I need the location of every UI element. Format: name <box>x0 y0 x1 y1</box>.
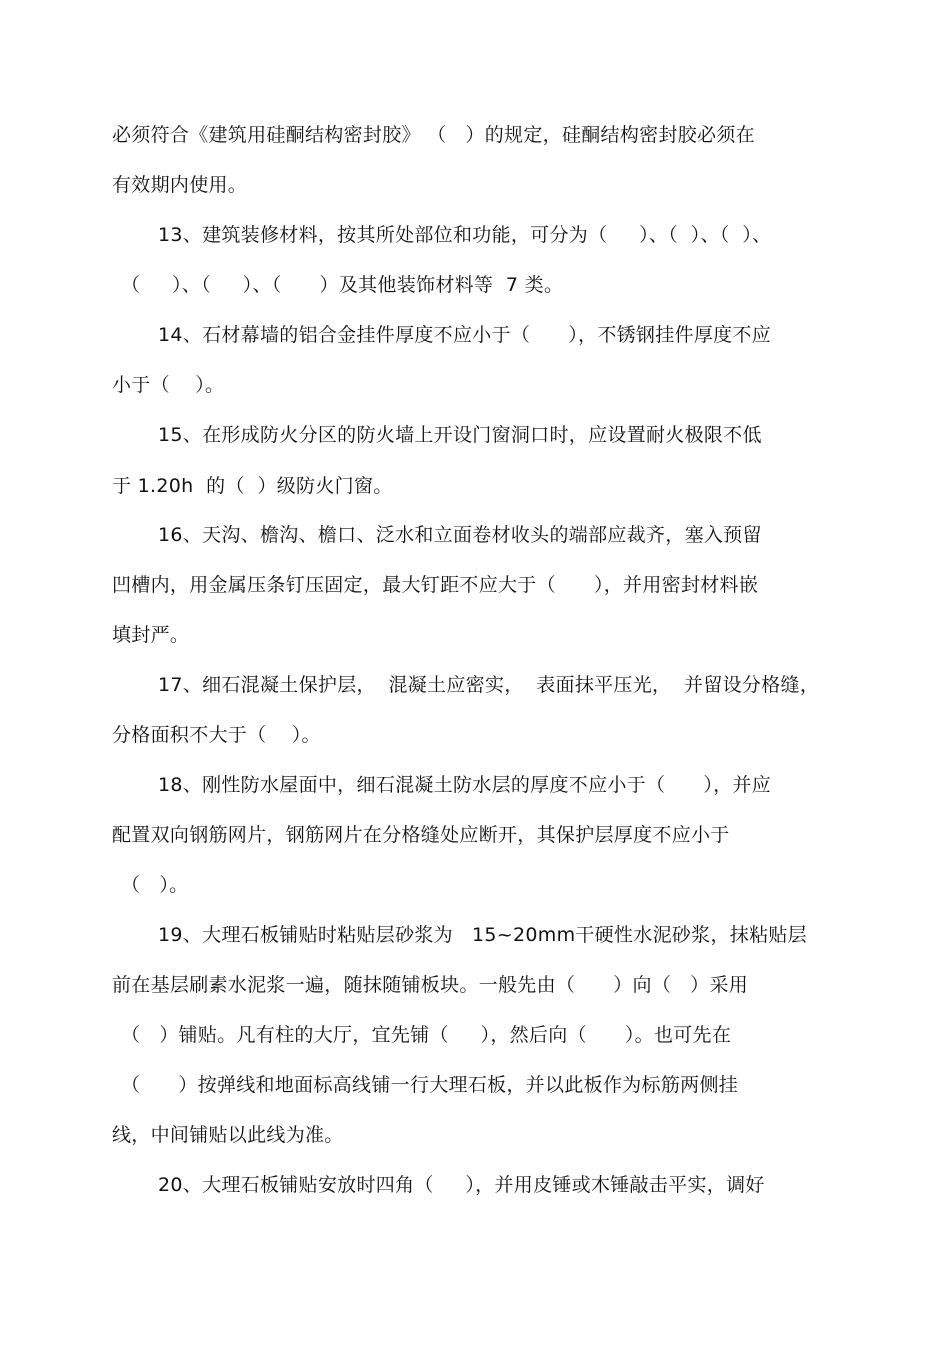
text-line: 13、建筑装修材料，按其所处部位和功能，可分为（ ）、（ ）、（ ）、 <box>158 224 772 246</box>
text-line: 16、天沟、檐沟、檐口、泛水和立面卷材收头的端部应裁齐，塞入预留 <box>158 524 762 546</box>
text-line: （ ）、（ ）、（ ）及其他装饰材料等 7 类。 <box>121 274 564 296</box>
text-line: 15、在形成防火分区的防火墙上开设门窗洞口时，应设置耐火极限不低 <box>158 424 762 446</box>
text-line: 分格面积不大于（ ）。 <box>112 724 321 746</box>
text-line: 前在基层刷素水泥浆一遍，随抹随铺板块。一般先由（ ）向（ ）采用 <box>112 974 749 996</box>
text-line: 17、细石混凝土保护层， 混凝土应密实， 表面抹平压光， 并留设分格缝， <box>158 674 820 696</box>
text-line: 19、大理石板铺贴时粘贴层砂浆为 15~20mm干硬性水泥砂浆，抹粘贴层 <box>158 924 807 946</box>
text-line: 20、大理石板铺贴安放时四角（ ），并用皮锤或木锤敲击平实，调好 <box>158 1174 765 1196</box>
text-line: 线，中间铺贴以此线为准。 <box>112 1124 344 1146</box>
text-line: 配置双向钢筋网片，钢筋网片在分格缝处应断开，其保护层厚度不应小于 <box>112 824 730 846</box>
text-line: 18、刚性防水屋面中，细石混凝土防水层的厚度不应小于（ ），并应 <box>158 774 772 796</box>
text-line: （ ）。 <box>121 874 189 896</box>
text-line: 小于（ ）。 <box>112 374 225 396</box>
text-line: 填封严。 <box>112 624 190 646</box>
text-line: 有效期内使用。 <box>112 174 248 196</box>
text-line: 凹槽内，用金属压条钉压固定，最大钉距不应大于（ ），并用密封材料嵌 <box>112 574 759 596</box>
text-line: （ ）铺贴。凡有柱的大厅，宜先铺（ ），然后向（ ）。也可先在 <box>121 1024 732 1046</box>
text-line: 必须符合《建筑用硅酮结构密封胶》 （ ）的规定，硅酮结构密封胶必须在 <box>112 124 755 146</box>
text-line: 于 1.20h 的（ ）级防火门窗。 <box>112 475 393 497</box>
text-line: 14、石材幕墙的铝合金挂件厚度不应小于（ ），不锈钢挂件厚度不应 <box>158 324 772 346</box>
text-line: （ ）按弹线和地面标高线铺一行大理石板，并以此板作为标筋两侧挂 <box>121 1074 739 1096</box>
